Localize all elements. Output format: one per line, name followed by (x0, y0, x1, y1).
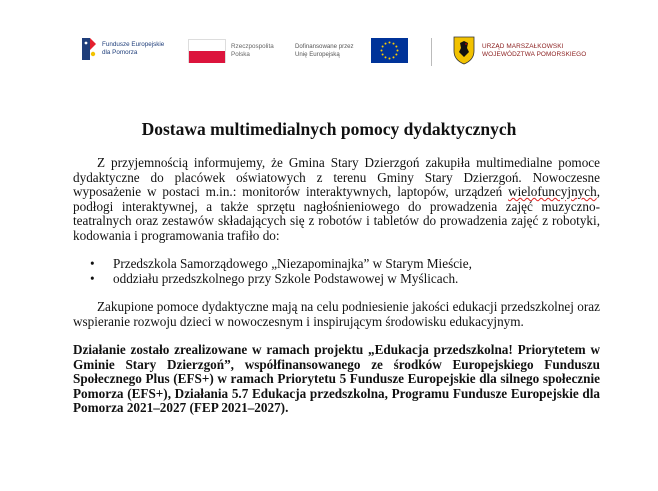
fe-line1: Fundusze Europejskie (102, 41, 165, 48)
recipient-list (73, 257, 600, 286)
document-body (73, 156, 600, 416)
fe-line2: dla Pomorza (102, 48, 138, 56)
purpose-paragraph: Zakupione pomoce dydaktyczne mają na celu podniesienie jakości edukacji przedszkolnej oraz wspieranie rozwoju dzieci w nowoczesnym i inspirującym środowisku edukacyjnym. (73, 299, 600, 329)
intro-paragraph (73, 156, 600, 243)
header-logos (80, 33, 600, 69)
intro-text-start: Z przyjemnością informujemy, że Gmina Stary Dzierzgoń zakupiła multimedialne pomoce dydaktyczne do placówek oświatowych z terenu Gminy Stary Dzierzgoń. Nowoczesne wyposażenie w postaci m.in.: monitorów interaktywnych, laptopów, urządzeń (73, 155, 600, 199)
polish-flag-icon (188, 39, 226, 63)
eu-flag-icon (371, 38, 408, 63)
fe-logo-icon (80, 34, 98, 62)
um-line2: WOJEWÓDZTWA POMORSKIEGO (482, 50, 587, 58)
rp-line1: Rzeczpospolita (231, 43, 274, 50)
document-title: Dostawa multimedialnych pomocy dydaktycznych (141, 119, 517, 139)
logo-divider (431, 38, 432, 66)
ue-line1: Dofinansowane przez (295, 43, 354, 50)
list-item: • Przedszkola Samorządowego „Niezapominajka” w Starym Mieście, (90, 256, 472, 271)
funding-paragraph: Działanie zostało zrealizowane w ramach projektu „Edukacja przedszkolna! Priorytetem w Gminie Stary Dzierzgoń”, współfinansowanego ze środków Europejskiego Funduszu Społecznego Plus (EFS+) w ramach Priorytetu 5 Fundusze Europejskie dla silnego społecznie Pomorza (EFS+), Działania 5.7 Edukacja przedszkolna, Programu Fundusze Europejskie dla Pomorza 2021–2027 (FEP 2021–2027). (73, 342, 600, 415)
um-line1: URZĄD MARSZAŁKOWSKI (482, 43, 564, 50)
pomorskie-crest-icon (452, 35, 476, 65)
ue-line2: Unię Europejską (295, 50, 340, 58)
rp-line2: Polska (231, 50, 250, 58)
spellcheck-underlined-word: wielofuncyjnych (508, 184, 597, 199)
intro-text-end: , podłogi interaktywnej, a także sprzętu nagłośnieniowego do prowadzenia zajęć muzyczno-teatralnych oraz zestawów składających się z robotów i tabletów do prowadzenia zajęć z robotyki, kodowania i programowania trafiło do: (73, 184, 600, 243)
bullet-icon: • (90, 256, 95, 271)
bullet-icon: • (90, 270, 95, 286)
list-item: • oddziału przedszkolnego przy Szkole Podstawowej w Myślicach. (90, 270, 459, 286)
